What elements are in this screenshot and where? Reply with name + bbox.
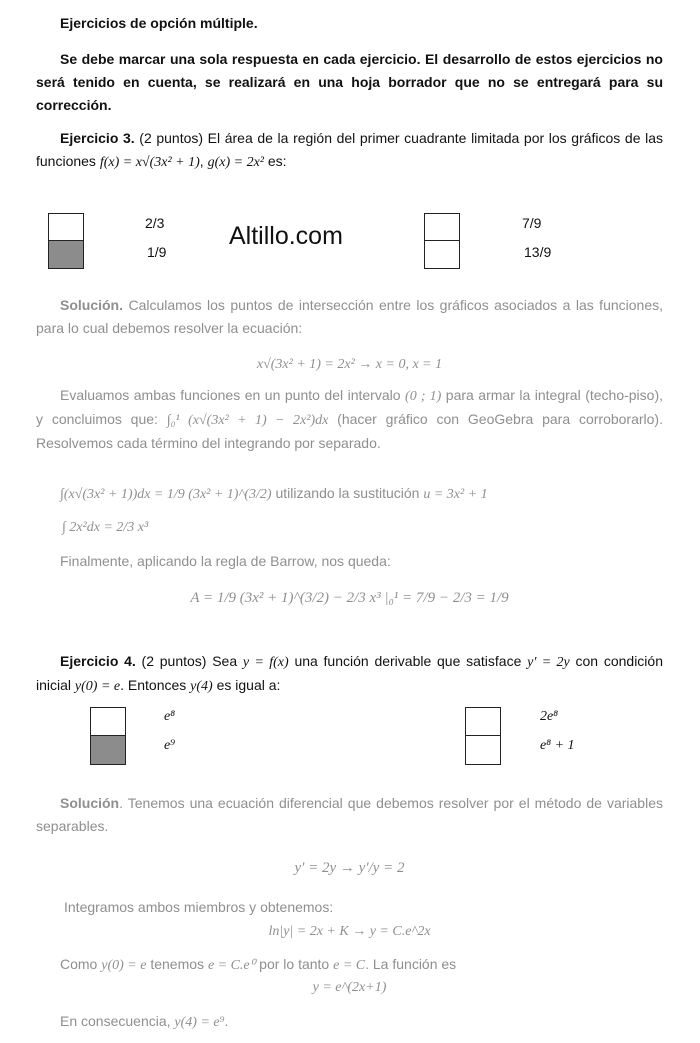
exercise-3-label: Ejercicio 3.	[60, 130, 135, 146]
ex3-option-d: 13/9	[524, 244, 552, 260]
ex3-final-result: A = 1/9 (3x² + 1)^(3/2) − 2/3 x³ |₀¹ = 7/9 − 2/3 = 1/9	[190, 590, 509, 606]
ex3-checkbox-7-9[interactable]	[425, 214, 459, 241]
ex4-solution-p2: Integramos ambos miembros y obtenemos:	[64, 899, 334, 915]
section-title: Ejercicios de opción múltiple.	[60, 15, 258, 31]
ex3-option-c: 7/9	[522, 215, 542, 231]
ex4-solution-p4: En consecuencia, y(4) = e⁹.	[60, 1013, 229, 1030]
watermark-logo: Altillo.com	[229, 222, 343, 250]
exercise-4-label: Ejercicio 4.	[60, 653, 136, 669]
ex4-checkbox-e8-plus-1[interactable]	[466, 736, 500, 764]
ex4-checkbox-e9-selected[interactable]	[91, 736, 125, 764]
ex4-option-c: 2e⁸	[540, 709, 559, 724]
ex3-equation-1: x√(3x² + 1) = 2x² → x = 0, x = 1	[256, 357, 443, 372]
ex3-checkbox-2-3[interactable]	[49, 214, 83, 241]
instructions: Se debe marcar una sola respuesta en cada ejercicio. El desarrollo de estos ejercicios no será tenido en cuenta, se realizará en una hoja borrador que no se entregará para su corrección.	[36, 51, 663, 113]
ex4-checkbox-e8[interactable]	[91, 708, 125, 736]
function-f: f(x) = x√(3x² + 1)	[99, 155, 200, 170]
ex4-option-a: e⁸	[164, 709, 176, 724]
exercise-3-statement: Ejercicio 3. (2 puntos) El área de la región del primer cuadrante limitada por los gráficos de las funciones f(x) = x√(3x² + 1), g(x) = 2x² es:	[36, 130, 664, 170]
function-g: g(x) = 2x²	[207, 155, 264, 170]
ex3-integral-2: ∫ 2x²dx = 2/3 x³	[62, 520, 149, 535]
ex4-option-d: e⁸ + 1	[540, 738, 575, 753]
ex4-option-b: e⁹	[164, 738, 176, 753]
ex3-option-a: 2/3	[145, 215, 165, 231]
ex4-equation-3: y = e^(2x+1)	[312, 980, 387, 995]
ex4-solution-p3: Como y(0) = e tenemos e = C.e⁰ por lo tanto e = C. La función es	[60, 956, 457, 973]
ex3-solution-p3: Finalmente, aplicando la regla de Barrow, nos queda:	[60, 553, 391, 569]
ex3-checkbox-13-9[interactable]	[425, 241, 459, 268]
ex4-checkbox-2e8[interactable]	[466, 708, 500, 736]
ex3-checkbox-1-9-selected[interactable]	[49, 241, 83, 268]
ex4-answer-box-left	[90, 707, 126, 765]
ex4-answer-box-right	[465, 707, 501, 765]
ex3-answer-box-right	[424, 213, 460, 269]
ex3-option-b: 1/9	[147, 244, 167, 260]
exercise-4-statement: Ejercicio 4. (2 puntos) Sea y = f(x) una función derivable que satisface y′ = 2y con condición inicial y(0) = e. Entonces y(4) es igual a:	[36, 653, 663, 694]
ex3-integral-1: ∫(x√(3x² + 1))dx = 1/9 (3x² + 1)^(3/2) utilizando la sustitución u = 3x² + 1	[60, 485, 488, 502]
ex4-solution-p1: Solución. Tenemos una ecuación diferencial que debemos resolver por el método de variables separables.	[36, 795, 663, 834]
ex3-solution-p2: Evaluamos ambas funciones en un punto del intervalo (0 ; 1) para armar la integral (techo-piso), y concluimos que: ∫₀¹ (x√(3x² + 1) − 2x²)dx (hacer gráfico con GeoGebra para corroborarlo). Resolvemos cada término del integrando por separado.	[36, 387, 664, 451]
ex3-solution-p1: Solución. Calculamos los puntos de intersección entre los gráficos asociados a las funciones, para lo cual debemos resolver la ecuación:	[36, 297, 663, 336]
ex4-equation-2: ln|y| = 2x + K → y = C.e^2x	[268, 924, 431, 939]
ex3-answer-box-left	[48, 213, 84, 269]
ex4-equation-1: y′ = 2y → y′/y = 2	[294, 860, 405, 876]
